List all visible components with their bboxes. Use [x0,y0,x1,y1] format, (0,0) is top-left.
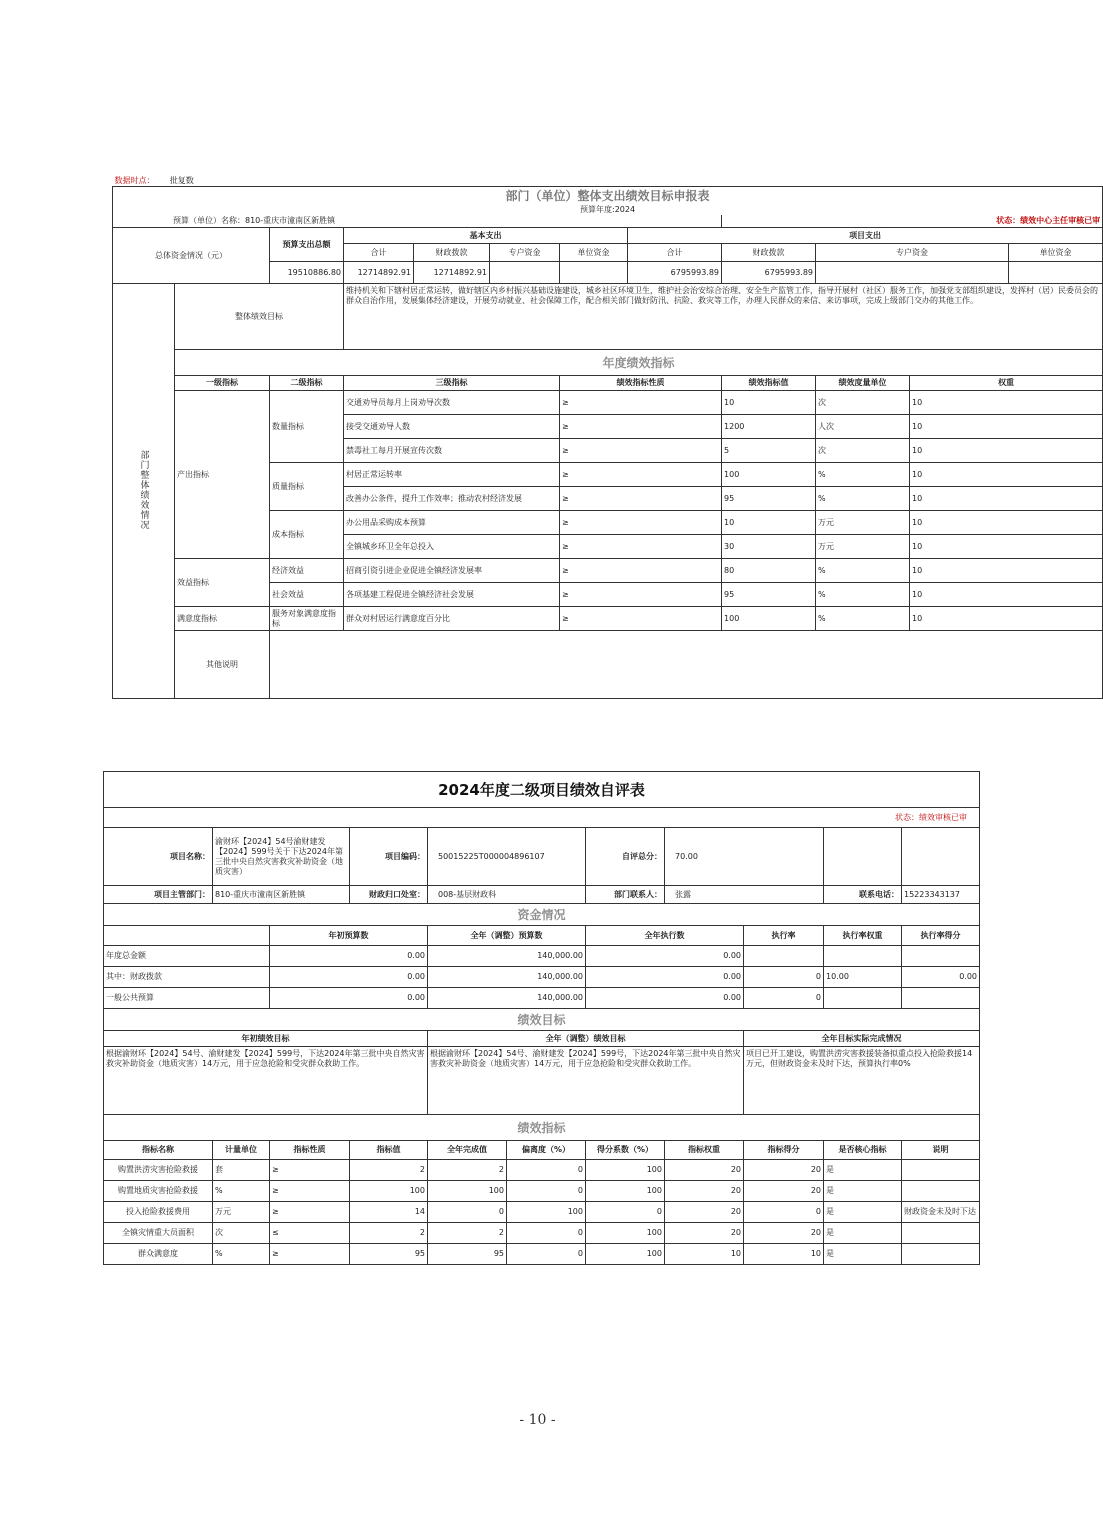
ind2-cell: 100 [428,1181,507,1202]
ind-l3: 招商引资引进企业促进全镇经济发展率 [344,559,560,583]
ind2-cell: 0 [507,1244,586,1265]
ind-nature: ≥ [560,535,722,559]
overall-goal-text: 维持机关和下辖村居正常运转，做好辖区内乡村振兴基础设施建设，城乡社区环境卫生，维护社会治安综合治理、安全生产监管工作，指导开展村（社区）服务工作，加强党支部组织建设，发挥村（居）民委员会的群众自治作用，发展集体经济建设，开展劳动就业、社会保障工作，配合相关部门做好防汛、抗险、救灾等工作，办理人民群众的来信、来访事项，完成上级部门交办的其他工作。 [344,284,1103,350]
ind-weight: 10 [910,391,1103,415]
goal-header: 全年目标实际完成情况 [744,1031,980,1047]
sub-header: 单位资金 [1009,244,1103,262]
ind2-cell [902,1181,980,1202]
section-label-cell [113,284,175,699]
ind-weight: 10 [910,487,1103,511]
ind-nature: ≥ [560,511,722,535]
ind2-cell: 14 [350,1202,428,1223]
ind-unit: % [816,463,910,487]
funds-cell [824,946,902,967]
budget-total-label: 预算支出总额 [270,228,344,262]
ind-weight: 10 [910,439,1103,463]
project-code: 50015225T000004896107 [428,828,586,886]
ind2-cell: % [213,1244,270,1265]
ind-nature: ≥ [560,439,722,463]
ind-value: 95 [722,583,816,607]
ind-nature: ≥ [560,607,722,631]
project-code-label: 项目编码： [350,828,428,886]
basic-special-value [490,262,560,284]
ind-nature: ≥ [560,415,722,439]
form1-table [112,176,1103,699]
ind2-cell: 20 [744,1181,824,1202]
ind2-row [104,1160,980,1181]
funds-cell: 年度总金额 [104,946,270,967]
ind-value: 10 [722,391,816,415]
unit-name: 810-重庆市潼南区新胜镇 [245,215,336,225]
dept: 810-重庆市潼南区新胜镇 [213,886,350,904]
ind-l3: 改善办公条件，提升工作效率；推动农村经济发展 [344,487,560,511]
goal-header: 年初绩效目标 [104,1031,428,1047]
funds-row [104,988,980,1009]
ind-l1: 满意度指标 [175,607,270,631]
caption-label: 数据时点： [114,176,155,185]
ind2-header: 指标得分 [744,1141,824,1160]
ind2-header: 指标值 [350,1141,428,1160]
ind-weight: 10 [910,559,1103,583]
funds-cell: 0.00 [586,967,744,988]
funds-row [104,946,980,967]
ind2-cell: 全镇灾情重大员面积 [104,1223,213,1244]
phone-label: 联系电话： [824,886,902,904]
ind2-cell: 是 [824,1223,902,1244]
caption-value: 批复数 [169,176,194,185]
ind-l3: 交通劝导员每月上岗劝导次数 [344,391,560,415]
self-score: 70.00 [665,828,824,886]
ind2-row [104,1244,980,1265]
blank-cell [902,828,980,886]
project-unit-value [1009,262,1103,284]
ind2-header: 全年完成值 [428,1141,507,1160]
ind2-cell: 投入抢险救援费用 [104,1202,213,1223]
funds-cell: 其中：财政拨款 [104,967,270,988]
ind2-cell: 100 [586,1223,665,1244]
ind2-cell: 100 [586,1181,665,1202]
project-name-label: 项目名称： [104,828,213,886]
dept-label: 项目主管部门： [104,886,213,904]
funds-cell: 0.00 [902,967,980,988]
basic-fiscal-value: 12714892.91 [414,262,490,284]
ind-value: 10 [722,511,816,535]
ind-value: 1200 [722,415,816,439]
ind2-cell: 100 [350,1181,428,1202]
ind-l3: 办公用品采购成本预算 [344,511,560,535]
ind2-cell: 2 [428,1223,507,1244]
ind-nature: ≥ [560,487,722,511]
ind2-cell: ≥ [270,1202,350,1223]
ind2-cell: 20 [665,1223,744,1244]
ind2-cell: 10 [665,1244,744,1265]
ind-l2: 数量指标 [270,391,344,463]
funds-cell: 0.00 [270,967,428,988]
ind2-cell: 0 [428,1202,507,1223]
ind2-cell [902,1244,980,1265]
ind-unit: % [816,559,910,583]
ind-l2: 成本指标 [270,511,344,559]
ind2-cell: 2 [350,1160,428,1181]
ind2-cell: ≤ [270,1223,350,1244]
ind2-header: 计量单位 [213,1141,270,1160]
ind2-cell: 95 [428,1244,507,1265]
basic-total-value: 12714892.91 [344,262,414,284]
ind2-cell: 是 [824,1160,902,1181]
sub-header: 财政拨款 [722,244,816,262]
ind2-cell: ≥ [270,1181,350,1202]
funds-cell: 0 [744,988,824,1009]
office-label: 财政归口处室： [350,886,428,904]
ind-header: 权重 [910,376,1103,391]
ind-weight: 10 [910,607,1103,631]
sub-header: 专户资金 [490,244,560,262]
indicator-row [113,559,1103,583]
ind-section-band: 绩效指标 [104,1115,980,1141]
project-special-value [816,262,1009,284]
form2-table [103,771,980,1265]
ind2-header: 得分系数（%） [586,1141,665,1160]
ind-l3: 全镇城乡环卫全年总投入 [344,535,560,559]
ind2-header: 是否核心指标 [824,1141,902,1160]
ind-nature: ≥ [560,559,722,583]
ind2-row [104,1202,980,1223]
ind-unit: % [816,487,910,511]
ind-unit: % [816,583,910,607]
funds-cell: 140,000.00 [428,946,586,967]
ind-header: 绩效指标值 [722,376,816,391]
ind-nature: ≥ [560,463,722,487]
funds-cell: 0.00 [270,988,428,1009]
project-total-value: 6795993.89 [628,262,722,284]
ind-l2: 社会效益 [270,583,344,607]
project-name: 渝财环【2024】54号渝财建发【2024】599号关于下达2024年第三批中央自然灾害救灾补助资金（地质灾害） [213,828,350,886]
ind2-cell: ≥ [270,1160,350,1181]
funds-label: 总体资金情况（元） [113,228,270,284]
form1-unit [113,215,722,228]
funds-header: 执行率得分 [902,926,980,946]
form1-title: 部门（单位）整体支出绩效目标申报表 [113,187,1103,205]
indicator-row [113,607,1103,631]
sub-header: 单位资金 [560,244,628,262]
ind2-header: 说明 [902,1141,980,1160]
ind-weight: 10 [910,415,1103,439]
ind-l2: 服务对象满意度指标 [270,607,344,631]
form2-status: 状态：绩效审核已审 [104,808,980,828]
ind2-cell [902,1160,980,1181]
goal-text-adjusted: 根据渝财环【2024】54号、渝财建发【2024】599号，下达2024年第三批中央自然灾害救灾补助资金（地质灾害）14万元，用于应急抢险和受灾群众救助工作。 [428,1047,744,1115]
ind2-header: 指标性质 [270,1141,350,1160]
funds-cell [902,988,980,1009]
form1-status: 状态：绩效中心主任审核已审 [722,215,1103,228]
ind-value: 100 [722,607,816,631]
funds-cell: 0.00 [586,988,744,1009]
goal-section-band: 绩效目标 [104,1009,980,1031]
form-project-self-evaluation [103,771,979,1265]
ind2-cell: ≥ [270,1244,350,1265]
page-number: - 10 - [519,1412,556,1428]
goal-text-initial: 根据渝财环【2024】54号、渝财建发【2024】599号，下达2024年第三批中央自然灾害救灾补助资金（地质灾害）14万元，用于应急抢险和受灾群众救助工作。 [104,1047,428,1115]
ind-value: 30 [722,535,816,559]
ind2-cell: 群众满意度 [104,1244,213,1265]
ind-unit: 次 [816,439,910,463]
ind-l1: 产出指标 [175,391,270,559]
ind2-cell: 20 [665,1160,744,1181]
ind2-cell: 100 [507,1202,586,1223]
basic-label: 基本支出 [344,228,628,244]
ind-nature: ≥ [560,583,722,607]
ind2-cell: 0 [507,1181,586,1202]
ind2-row [104,1181,980,1202]
ind2-cell: 2 [428,1160,507,1181]
budget-total-value: 19510886.80 [270,262,344,284]
funds-cell [824,988,902,1009]
other-content [270,631,1103,699]
ind-value: 80 [722,559,816,583]
funds-header: 全年执行数 [586,926,744,946]
ind-header: 三级指标 [344,376,560,391]
ind2-cell: 100 [586,1160,665,1181]
ind-l1: 效益指标 [175,559,270,607]
funds-cell: 0.00 [586,946,744,967]
ind-header: 绩效指标性质 [560,376,722,391]
ind2-cell: 2 [350,1223,428,1244]
ind2-cell: 95 [350,1244,428,1265]
section-label: 部门整体绩效情况 [138,449,149,530]
sub-header: 合计 [344,244,414,262]
ind2-cell: 万元 [213,1202,270,1223]
ind-unit: 人次 [816,415,910,439]
funds-header: 执行率 [744,926,824,946]
ind-unit: 万元 [816,511,910,535]
indicator-row [113,391,1103,415]
ind2-cell [902,1223,980,1244]
ind2-header: 偏离度（%） [507,1141,586,1160]
ind2-cell: 0 [507,1160,586,1181]
contact: 张露 [665,886,824,904]
other-label: 其他说明 [206,659,238,669]
ind-weight: 10 [910,535,1103,559]
contact-label: 部门联系人： [586,886,665,904]
ind-value: 5 [722,439,816,463]
ind-value: 95 [722,487,816,511]
ind2-cell: 是 [824,1202,902,1223]
funds-header: 全年（调整）预算数 [428,926,586,946]
ind-l3: 村居正常运转率 [344,463,560,487]
ind-l2: 经济效益 [270,559,344,583]
unit-label: 预算（单位）名称： [173,215,245,225]
office: 008-基层财政科 [428,886,586,904]
ind-header: 绩效度量单位 [816,376,910,391]
ind-l3: 群众对村居运行满意度百分比 [344,607,560,631]
ind-l3: 禁毒社工每月开展宣传次数 [344,439,560,463]
basic-unit-value [560,262,628,284]
funds-cell: 一般公共预算 [104,988,270,1009]
ind-header: 二级指标 [270,376,344,391]
funds-header: 年初预算数 [270,926,428,946]
ind2-cell: 100 [586,1244,665,1265]
ind2-cell: 次 [213,1223,270,1244]
ind-l3: 接受交通劝导人数 [344,415,560,439]
sub-header: 财政拨款 [414,244,490,262]
funds-cell: 10.00 [824,967,902,988]
ind2-cell: 10 [744,1244,824,1265]
self-score-label: 自评总分： [586,828,665,886]
ind2-row [104,1223,980,1244]
ind2-cell: 0 [586,1202,665,1223]
ind-unit: % [816,607,910,631]
other-label-cell [175,631,270,699]
funds-section-band: 资金情况 [104,904,980,926]
funds-cell: 140,000.00 [428,988,586,1009]
funds-cell: 0.00 [270,946,428,967]
ind2-cell: % [213,1181,270,1202]
ind2-cell: 是 [824,1244,902,1265]
funds-row [104,967,980,988]
caption [113,176,270,187]
form-department-performance [112,176,1101,699]
phone: 15223343137 [902,886,980,904]
ind-unit: 万元 [816,535,910,559]
ind-l3: 各项基建工程促进全镇经济社会发展 [344,583,560,607]
sub-header: 专户资金 [816,244,1009,262]
sub-header: 合计 [628,244,722,262]
ind-nature: ≥ [560,391,722,415]
ind-weight: 10 [910,511,1103,535]
ind2-cell: 20 [665,1202,744,1223]
ind2-cell: 0 [744,1202,824,1223]
funds-header [104,926,270,946]
funds-cell [744,946,824,967]
project-fiscal-value: 6795993.89 [722,262,816,284]
funds-cell: 0 [744,967,824,988]
ind2-cell: 套 [213,1160,270,1181]
ind2-cell: 20 [744,1160,824,1181]
ind2-header: 指标权重 [665,1141,744,1160]
ind2-cell: 20 [665,1181,744,1202]
ind2-cell: 是 [824,1181,902,1202]
ind-weight: 10 [910,463,1103,487]
ind2-cell: 0 [507,1223,586,1244]
ind2-cell: 财政资金未及时下达 [902,1202,980,1223]
goal-header: 全年（调整）绩效目标 [428,1031,744,1047]
form1-year: 预算年度:2024 [113,205,1103,215]
ind2-cell: 20 [744,1223,824,1244]
blank-cell [824,828,902,886]
ind-unit: 次 [816,391,910,415]
ind-value: 100 [722,463,816,487]
project-label: 项目支出 [628,228,1103,244]
annual-indicators-band: 年度绩效指标 [175,350,1103,376]
ind2-cell: 购置地质灾害抢险救援 [104,1181,213,1202]
ind-l2: 质量指标 [270,463,344,511]
form2-title: 2024年度二级项目绩效自评表 [104,772,980,808]
ind2-cell: 购置洪涝灾害抢险救援 [104,1160,213,1181]
funds-header: 执行率权重 [824,926,902,946]
goal-text-actual: 项目已开工建设，购置洪涝灾害救援装备拟重点投入抢险救援14万元，但财政资金未及时下达，预算执行率0% [744,1047,980,1115]
ind2-header: 指标名称 [104,1141,213,1160]
funds-cell: 140,000.00 [428,967,586,988]
overall-goal-label: 整体绩效目标 [175,284,344,350]
funds-cell [902,946,980,967]
ind-header: 一级指标 [175,376,270,391]
ind-weight: 10 [910,583,1103,607]
